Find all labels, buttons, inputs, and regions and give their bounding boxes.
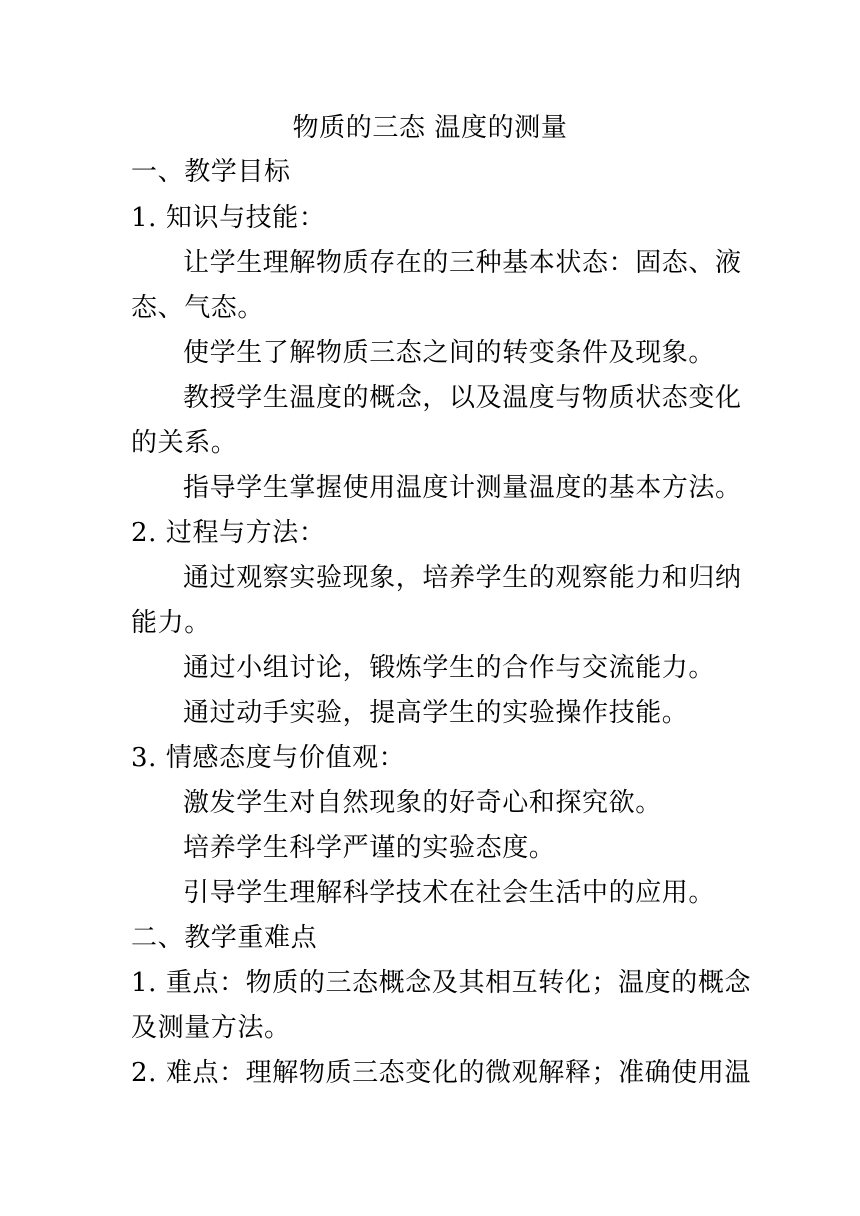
paragraph-line: 能力。: [131, 608, 211, 638]
section-heading-key-points: 二、教学重难点: [131, 923, 318, 953]
subheading-attitude-values: 3. 情感态度与价值观：: [131, 743, 406, 773]
paragraph-line: 培养学生科学严谨的实验态度。: [183, 833, 556, 863]
section-heading-objectives: 一、教学目标: [131, 157, 291, 187]
paragraph-line: 的关系。: [131, 428, 238, 458]
paragraph-line: 1. 重点：物质的三态概念及其相互转化；温度的概念: [131, 968, 752, 998]
paragraph-line: 指导学生掌握使用温度计测量温度的基本方法。: [183, 473, 742, 503]
paragraph-line: 引导学生理解科学技术在社会生活中的应用。: [183, 878, 716, 908]
document-title: 物质的三态 温度的测量: [292, 113, 568, 143]
subheading-process-methods: 2. 过程与方法：: [131, 518, 326, 548]
paragraph-line: 通过观察实验现象，培养学生的观察能力和归纳: [183, 563, 742, 593]
paragraph-line: 使学生了解物质三态之间的转变条件及现象。: [183, 338, 716, 368]
paragraph-line: 教授学生温度的概念，以及温度与物质状态变化: [183, 383, 742, 413]
paragraph-line: 及测量方法。: [131, 1013, 291, 1043]
paragraph-line: 通过动手实验，提高学生的实验操作技能。: [183, 698, 689, 728]
paragraph-line: 2. 难点：理解物质三态变化的微观解释；准确使用温: [131, 1058, 752, 1088]
paragraph-line: 激发学生对自然现象的好奇心和探究欲。: [183, 788, 662, 818]
subheading-knowledge-skills: 1. 知识与技能：: [131, 203, 326, 233]
paragraph-line: 通过小组讨论，锻炼学生的合作与交流能力。: [183, 653, 716, 683]
paragraph-line: 让学生理解物质存在的三种基本状态：固态、液: [183, 248, 742, 278]
paragraph-line: 态、气态。: [131, 293, 265, 323]
